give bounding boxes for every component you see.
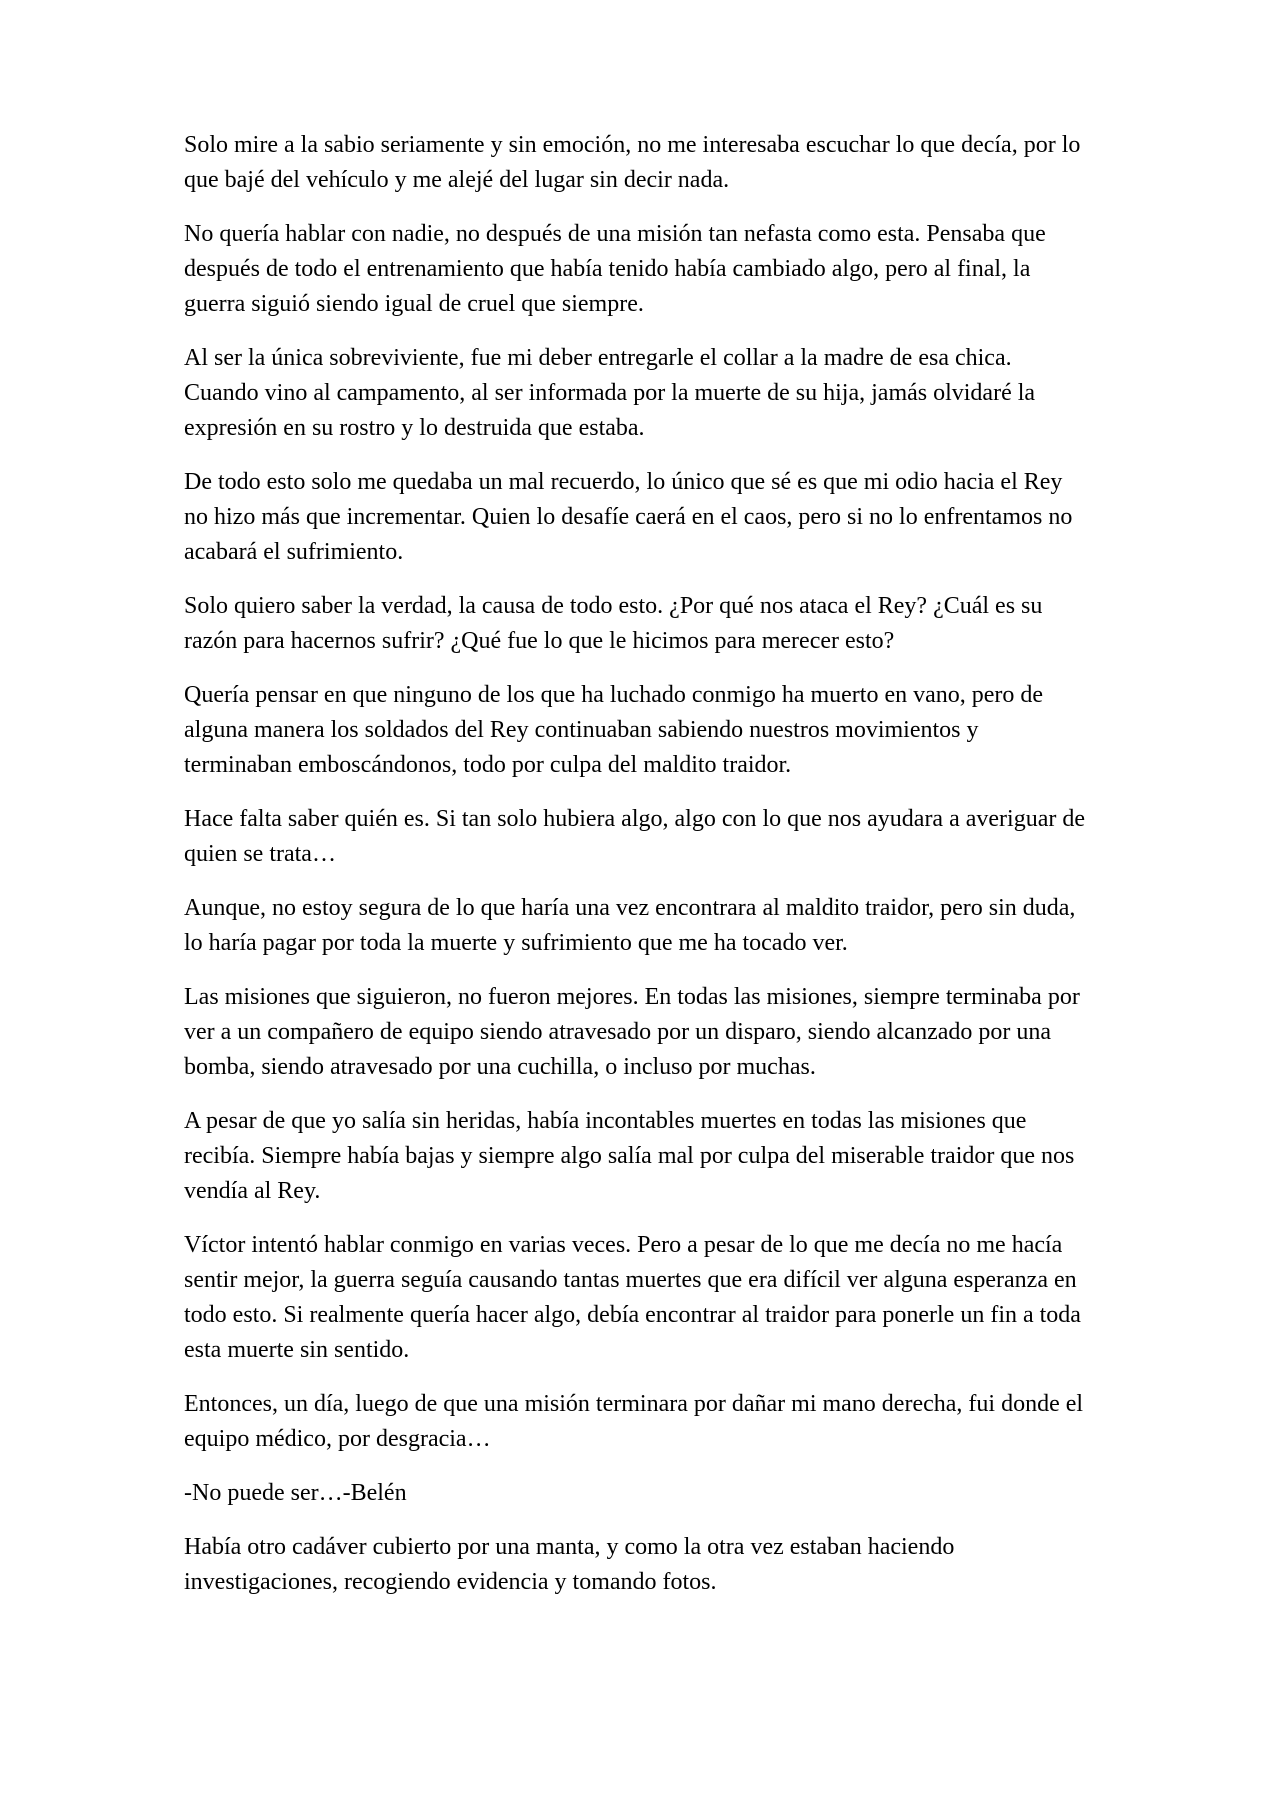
paragraph: Entonces, un día, luego de que una misión terminara por dañar mi mano derecha, fui donde el equipo médico, por desgracia… — [184, 1391, 1084, 1452]
paragraph: Quería pensar en que ninguno de los que ha luchado conmigo ha muerto en vano, pero de alguna manera los soldados del Rey continuaban sabiendo nuestros movimientos y terminaban emboscándonos, todo por culpa del maldito traidor. — [184, 682, 1044, 778]
paragraph: Hace falta saber quién es. Si tan solo hubiera algo, algo con lo que nos ayudara a averiguar de quien se trata… — [184, 806, 1085, 867]
paragraph: Las misiones que siguieron, no fueron mejores. En todas las misiones, siempre terminaba por ver a un compañero de equipo siendo atravesado por un disparo, siendo alcanzado por una bomba, siendo atravesado por una cuchilla, o incluso por muchas. — [184, 984, 1080, 1080]
paragraph: Aunque, no estoy segura de lo que haría una vez encontrara al maldito traidor, pero sin duda, lo haría pagar por toda la muerte y sufrimiento que me ha tocado ver. — [184, 895, 1076, 956]
paragraph: A pesar de que yo salía sin heridas, había incontables muertes en todas las misiones que recibía. Siempre había bajas y siempre algo salía mal por culpa del miserable traidor que nos vendía al Rey. — [184, 1108, 1075, 1204]
paragraph: De todo esto solo me quedaba un mal recuerdo, lo único que sé es que mi odio hacia el Rey no hizo más que incrementar. Quien lo desafíe caerá en el caos, pero si no lo enfrentamos no acabará el sufrimiento. — [184, 469, 1073, 565]
paragraph: Al ser la única sobreviviente, fue mi deber entregarle el collar a la madre de esa chica. Cuando vino al campamento, al ser informada por la muerte de su hija, jamás olvidaré la expresión en su rostro y lo destruida que estaba. — [184, 345, 1036, 441]
document-text — [184, 128, 1090, 1619]
paragraph: -No puede ser…-Belén — [184, 1480, 407, 1506]
paragraph: Víctor intentó hablar conmigo en varias veces. Pero a pesar de lo que me decía no me hacía sentir mejor, la guerra seguía causando tantas muertes que era difícil ver alguna esperanza en todo esto. Si realmente quería hacer algo, debía encontrar al traidor para ponerle un fin a toda esta muerte sin sentido. — [184, 1232, 1081, 1363]
paragraph: Solo mire a la sabio seriamente y sin emoción, no me interesaba escuchar lo que decía, por lo que bajé del vehículo y me alejé del lugar sin decir nada. — [184, 132, 1081, 193]
paragraph: Había otro cadáver cubierto por una manta, y como la otra vez estaban haciendo investigaciones, recogiendo evidencia y tomando fotos. — [184, 1534, 955, 1595]
paragraph: Solo quiero saber la verdad, la causa de todo esto. ¿Por qué nos ataca el Rey? ¿Cuál es su razón para hacernos sufrir? ¿Qué fue lo que le hicimos para merecer esto? — [184, 593, 1043, 654]
paragraph: No quería hablar con nadie, no después de una misión tan nefasta como esta. Pensaba que después de todo el entrenamiento que había tenido había cambiado algo, pero al final, la guerra siguió siendo igual de cruel que siempre. — [184, 221, 1046, 317]
